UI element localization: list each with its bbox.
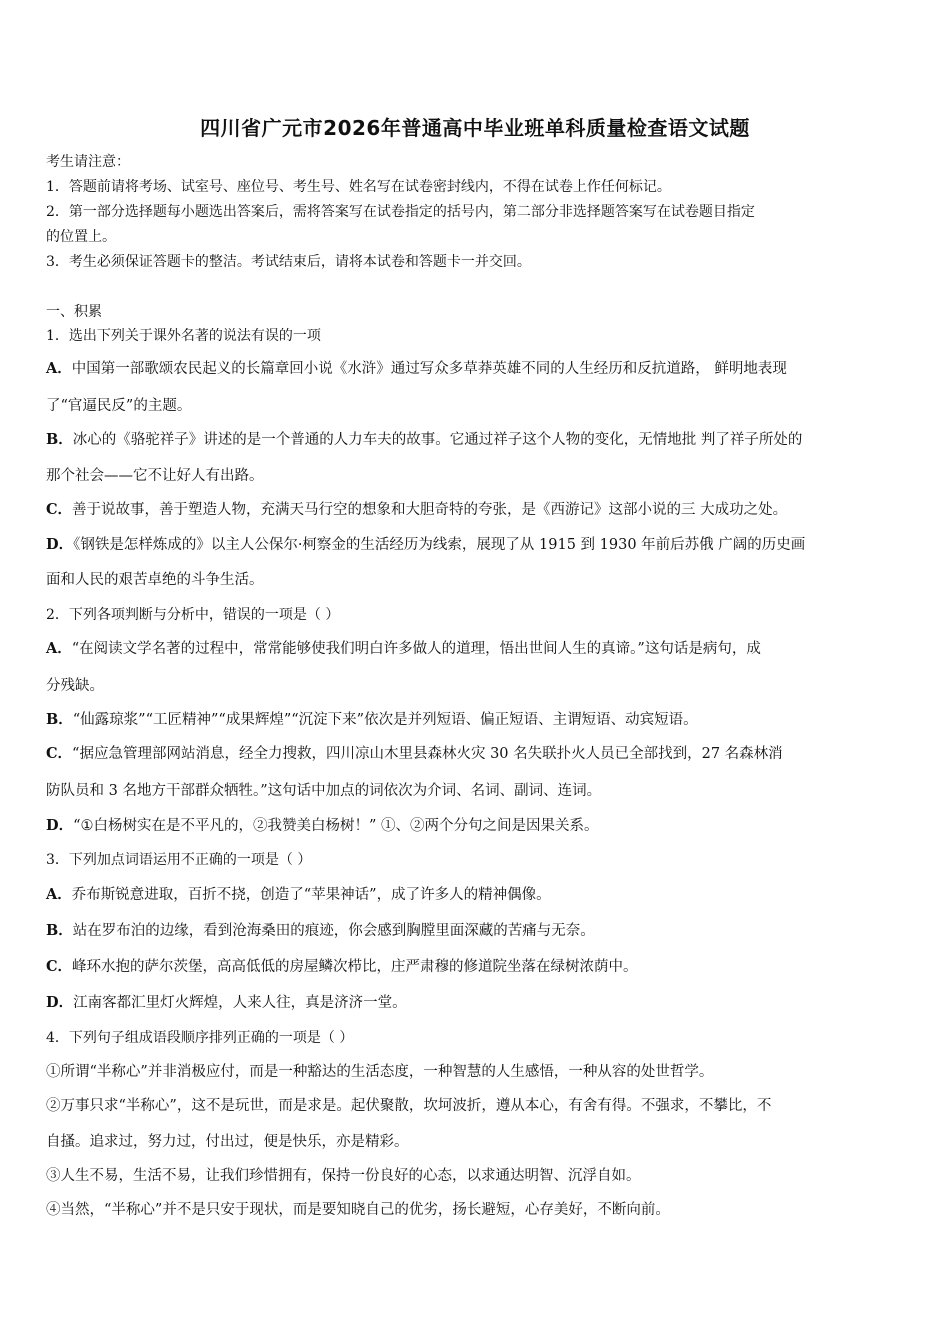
q3-option-b: [46, 921, 908, 941]
option-label: D．: [46, 536, 74, 553]
option-text: 乔布斯锐意进取，百折不挠，创造了“苹果神话”，成了许多人的精神偶像。: [71, 887, 551, 903]
q4-sentence-2: ②万事只求“半称心”，这不是玩世，而是求是。起伏聚散，坎坷波折，遵从本心，有舍有得。不强求，不攀比，不: [46, 1098, 772, 1114]
q1-option-d-cont: 面和人民的艰苦卓绝的斗争生活。: [46, 572, 264, 588]
q1-option-a-cont: 了“官逼民反”的主题。: [46, 398, 192, 414]
option-label: C．: [46, 501, 73, 518]
q1-stem: 1．选出下列关于课外名著的说法有误的一项: [46, 328, 321, 344]
q2-option-d: [46, 816, 908, 836]
q4-sentence-3: ③人生不易，生活不易，让我们珍惜拥有，保持一份良好的心态，以求通达明智、沉浮自如。: [46, 1168, 641, 1184]
q3-stem: 3．下列加点词语运用不正确的一项是（ ）: [46, 852, 312, 868]
q1-option-b-cont: 那个社会——它不让好人有出路。: [46, 468, 264, 484]
option-label: B．: [46, 711, 73, 728]
option-text: “据应急管理部网站消息，经全力搜救，四川凉山木里县森林火灾 30 名失联扑火人员已全部找到，27 名森林消: [72, 746, 783, 762]
option-text: 冰心的《骆驼祥子》讲述的是一个普通的人力车夫的故事。它通过祥子这个人物的变化，无情地批 判了祥子所处的: [72, 432, 803, 448]
option-text: 《钢铁是怎样炼成的》以主人公保尔·柯察金的生活经历为线索，展现了从 1915 到 1930 年前后苏俄 广阔的历史画: [73, 537, 806, 553]
q4-sentence-1: ①所谓“半称心”并非消极应付，而是一种豁达的生活态度，一种智慧的人生感悟，一种从容的处世哲学。: [46, 1064, 714, 1080]
option-label: C．: [46, 745, 73, 762]
q3-option-a: [46, 885, 908, 905]
option-text: 中国第一部歌颂农民起义的长篇章回小说《水浒》通过写众多草莽英雄不同的人生经历和反抗道路， 鲜明地表现: [71, 361, 787, 377]
option-text: 峰环水抱的萨尔茨堡，高高低低的房屋鳞次栉比，庄严肃穆的修道院坐落在绿树浓荫中。: [72, 959, 638, 975]
q4-sentence-4: ④当然，“半称心”并不是只安于现状，而是要知晓自己的优劣，扬长避短，心存美好，不断向前。: [46, 1202, 670, 1218]
q1-option-d: [46, 535, 908, 555]
notice-item-1: 1．答题前请将考场、试室号、座位号、考生号、姓名写在试卷密封线内，不得在试卷上作任何标记。: [46, 179, 671, 195]
q1-option-c: [46, 500, 908, 520]
section-heading: 一、积累: [46, 304, 102, 320]
notice-item-2-cont: 的位置上。: [46, 229, 116, 245]
q4-stem: 4．下列句子组成语段顺序排列正确的一项是（ ）: [46, 1030, 354, 1046]
option-label: D．: [46, 994, 74, 1011]
notice-item-3: 3．考生必须保证答题卡的整洁。考试结束后，请将本试卷和答题卡一并交回。: [46, 254, 531, 270]
option-text: 善于说故事，善于塑造人物，充满天马行空的想象和大胆奇特的夸张，是《西游记》这部小说的三 大成功之处。: [72, 502, 788, 518]
option-text: 江南客都汇里灯火辉煌，人来人往，真是济济一堂。: [73, 995, 407, 1011]
option-label: B．: [46, 922, 73, 939]
option-label: A．: [46, 360, 72, 377]
option-label: A．: [46, 640, 72, 657]
exam-title: 四川省广元市2026年普通高中毕业班单科质量检查语文试题: [200, 116, 750, 140]
option-text: 站在罗布泊的边缘，看到沧海桑田的痕迹，你会感到胸膛里面深藏的苦痛与无奈。: [72, 923, 595, 939]
q2-option-a: [46, 639, 908, 659]
option-label: B．: [46, 431, 73, 448]
q2-option-a-cont: 分残缺。: [46, 678, 104, 694]
q1-option-b: [46, 430, 908, 450]
q2-option-c-cont: 防队员和 3 名地方干部群众牺牲。”这句话中加点的词依次为介词、名词、副词、连词。: [46, 783, 602, 799]
q2-option-b: [46, 710, 908, 730]
q3-option-c: [46, 957, 908, 977]
option-text: “①白杨树实在是不平凡的，②我赞美白杨树！” ①、②两个分句之间是因果关系。: [73, 818, 599, 834]
option-text: “在阅读文学名著的过程中，常常能够使我们明白许多做人的道理，悟出世间人生的真谛。”这句话是病句，成: [71, 641, 761, 657]
option-label: C．: [46, 958, 73, 975]
notice-heading: 考生请注意：: [46, 154, 130, 170]
option-label: D．: [46, 817, 74, 834]
q4-sentence-2-cont: 自搔。追求过，努力过，付出过，便是快乐，亦是精彩。: [46, 1134, 409, 1150]
option-text: “仙露琼浆”“工匠精神”“成果辉煌”“沉淀下来”依次是并列短语、偏正短语、主谓短语、动宾短语。: [72, 712, 698, 728]
notice-item-2: 2．第一部分选择题每小题选出答案后，需将答案写在试卷指定的括号内，第二部分非选择题答案写在试卷题目指定: [46, 204, 755, 220]
q2-option-c: [46, 744, 908, 764]
option-label: A．: [46, 886, 72, 903]
q2-stem: 2．下列各项判断与分析中，错误的一项是（ ）: [46, 607, 340, 623]
q3-option-d: [46, 993, 908, 1013]
q1-option-a: [46, 359, 908, 379]
